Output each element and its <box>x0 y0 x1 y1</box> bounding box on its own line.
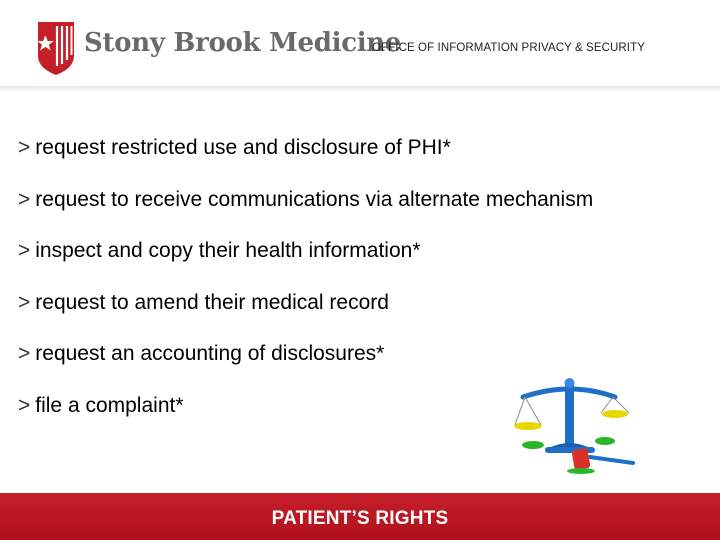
header <box>0 0 720 86</box>
footer-title: PATIENT’S RIGHTS <box>271 508 449 529</box>
logo-wordmark: Stony Brook Medicine <box>84 28 402 58</box>
list-item-text: request restricted use and disclosure of PHI* <box>35 136 451 159</box>
list-item-text: inspect and copy their health information* <box>35 239 421 262</box>
list-item <box>18 188 593 240</box>
office-title: OFFICE OF INFORMATION PRIVACY & SECURITY <box>372 42 645 54</box>
header-divider <box>0 86 720 92</box>
bullet-marker: > <box>18 393 31 417</box>
bullet-marker: > <box>18 239 31 262</box>
list-item-text: request to receive communications via alternate mechanism <box>35 187 594 211</box>
bullet-marker: > <box>18 290 31 314</box>
list-item-text: request to amend their medical record <box>35 290 389 314</box>
stony-brook-logo <box>34 20 402 76</box>
shield-logo-icon <box>34 20 78 76</box>
bullet-marker: > <box>18 136 31 159</box>
bullet-marker: > <box>18 187 31 211</box>
bullet-marker: > <box>18 342 31 365</box>
list-item-text: request an accounting of disclosures* <box>35 342 385 365</box>
list-item <box>18 136 593 188</box>
list-item-text: file a complaint* <box>35 393 184 417</box>
list-item <box>18 239 593 291</box>
scales-of-justice-gavel-icon <box>505 375 645 475</box>
list-item <box>18 291 593 343</box>
